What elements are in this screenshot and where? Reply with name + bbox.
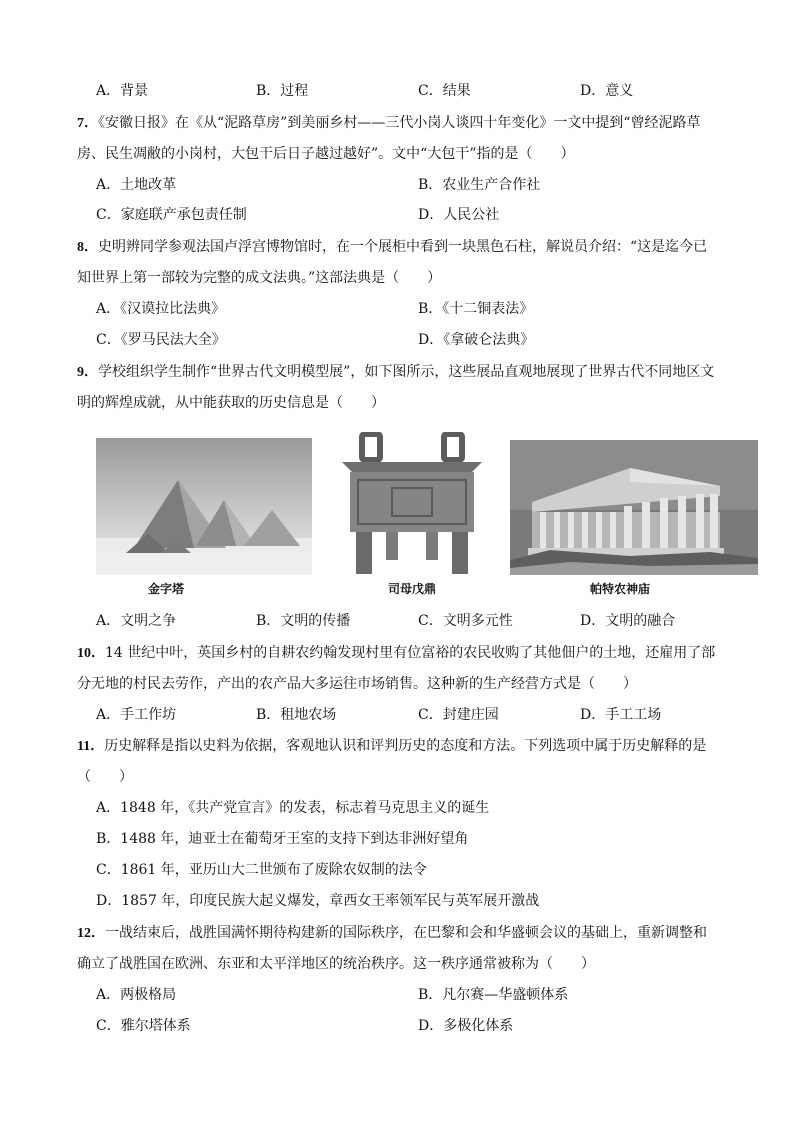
q7-option-b: B．农业生产合作社 [418, 177, 541, 193]
q7-option-a: A．土地改革 [96, 177, 177, 193]
q10-option-a: A．手工作坊 [96, 707, 177, 723]
q12-stem-line1 [77, 923, 734, 944]
q7-option-c: C．家庭联产承包责任制 [96, 207, 247, 223]
q9-option-b: B．文明的传播 [256, 613, 351, 629]
q12-stem-line2: 确立了战胜国在欧洲、东亚和太平洋地区的统治秩序。这一秩序通常被称为（ ） [77, 956, 595, 972]
q9-option-c: C．文明多元性 [418, 613, 513, 629]
q11-stem-line1 [77, 736, 734, 757]
pyramid-image [96, 438, 312, 575]
q6-option-b: B．过程 [256, 83, 309, 99]
ding-image [332, 432, 492, 577]
q12-option-d: D．多极化体系 [418, 1018, 514, 1034]
q7-option-d: D．人民公社 [418, 207, 500, 223]
q8-option-b: B．《十二铜表法》 [418, 301, 534, 317]
q11-option-c: C．1861 年，亚历山大二世颁布了废除农奴制的法令 [96, 862, 427, 878]
q7-number: 7． [77, 116, 98, 131]
parthenon-caption: 帕特农神庙 [590, 582, 651, 596]
q9-number: 9． [77, 365, 98, 380]
q9-option-a: A．文明之争 [96, 613, 177, 629]
q6-option-a: A．背景 [96, 83, 149, 99]
q8-option-d: D．《拿破仑法典》 [418, 332, 535, 348]
q8-number: 8． [77, 240, 98, 255]
q6-option-c: C．结果 [418, 83, 471, 99]
q10-text: 14 世纪中叶，英国乡村的自耕农约翰发现村里有位富裕的农民收购了其他佃户的土地，还雇用了部 [105, 645, 716, 661]
q11-stem-line2: （ ） [77, 769, 133, 785]
q12-number: 12． [77, 926, 105, 941]
q7-stem-line2: 房、民生凋敝的小岗村，大包干后日子越过越好”。文中“大包干”指的是（ ） [77, 146, 575, 162]
q12-text: 一战结束后，战胜国满怀期待构建新的国际秩序，在巴黎和会和华盛顿会议的基础上，重新调整和 [105, 925, 707, 941]
q9-option-d: D．文明的融合 [580, 613, 676, 629]
parthenon-image [510, 440, 758, 575]
q12-option-c: C．雅尔塔体系 [96, 1018, 191, 1034]
q12-option-a: A．两极格局 [96, 987, 177, 1003]
q11-option-a: A．1848 年，《共产党宣言》的发表，标志着马克思主义的诞生 [96, 800, 490, 816]
q7-stem-line1 [77, 113, 734, 134]
q9-stem-line2: 明的辉煌成就，从中能获取的历史信息是（ ） [77, 395, 385, 411]
q8-text: 史明辨同学参观法国卢浮宫博物馆时，在一个展柜中看到一块黑色石柱，解说员介绍：“这是迄今已 [98, 239, 708, 255]
q10-option-b: B．租地农场 [256, 707, 337, 723]
q8-option-a: A．《汉谟拉比法典》 [96, 301, 226, 317]
ding-caption: 司母戊鼎 [388, 582, 437, 596]
q9-text: 学校组织学生制作“世界古代文明模型展”，如下图所示，这些展品直观地展现了世界古代不同地区文 [98, 364, 715, 380]
pyramid-caption: 金字塔 [148, 582, 185, 596]
q8-stem-line1 [77, 237, 734, 258]
q10-stem-line2: 分无地的村民去劳作，产出的农产品大多运往市场销售。这种新的生产经营方式是（ ） [77, 676, 637, 692]
q12-option-b: B．凡尔赛—华盛顿体系 [418, 987, 569, 1003]
q10-stem-line1 [77, 643, 734, 664]
q8-stem-line2: 知世界上第一部较为完整的成文法典。”这部法典是（ ） [77, 270, 442, 286]
q11-text: 历史解释是指以史料为依据，客观地认识和评判历史的态度和方法。下列选项中属于历史解释的是 [104, 738, 707, 754]
q10-option-d: D．手工工场 [580, 707, 662, 723]
q8-option-c: C．《罗马民法大全》 [96, 332, 226, 348]
q11-option-d: D．1857 年，印度民族大起义爆发，章西女王率领军民与英军展开激战 [96, 893, 540, 909]
q10-number: 10． [77, 646, 105, 661]
q11-option-b: B．1488 年，迪亚士在葡萄牙王室的支持下到达非洲好望角 [96, 831, 469, 847]
q7-text: 《安徽日报》在《从“泥路草房”到美丽乡村——三代小岗人谈四十年变化》一文中提到“曾经泥路草 [98, 115, 701, 131]
q6-option-d: D．意义 [580, 83, 634, 99]
q10-option-c: C．封建庄园 [418, 707, 499, 723]
q9-stem-line1 [77, 362, 734, 383]
q11-number: 11． [77, 739, 105, 754]
